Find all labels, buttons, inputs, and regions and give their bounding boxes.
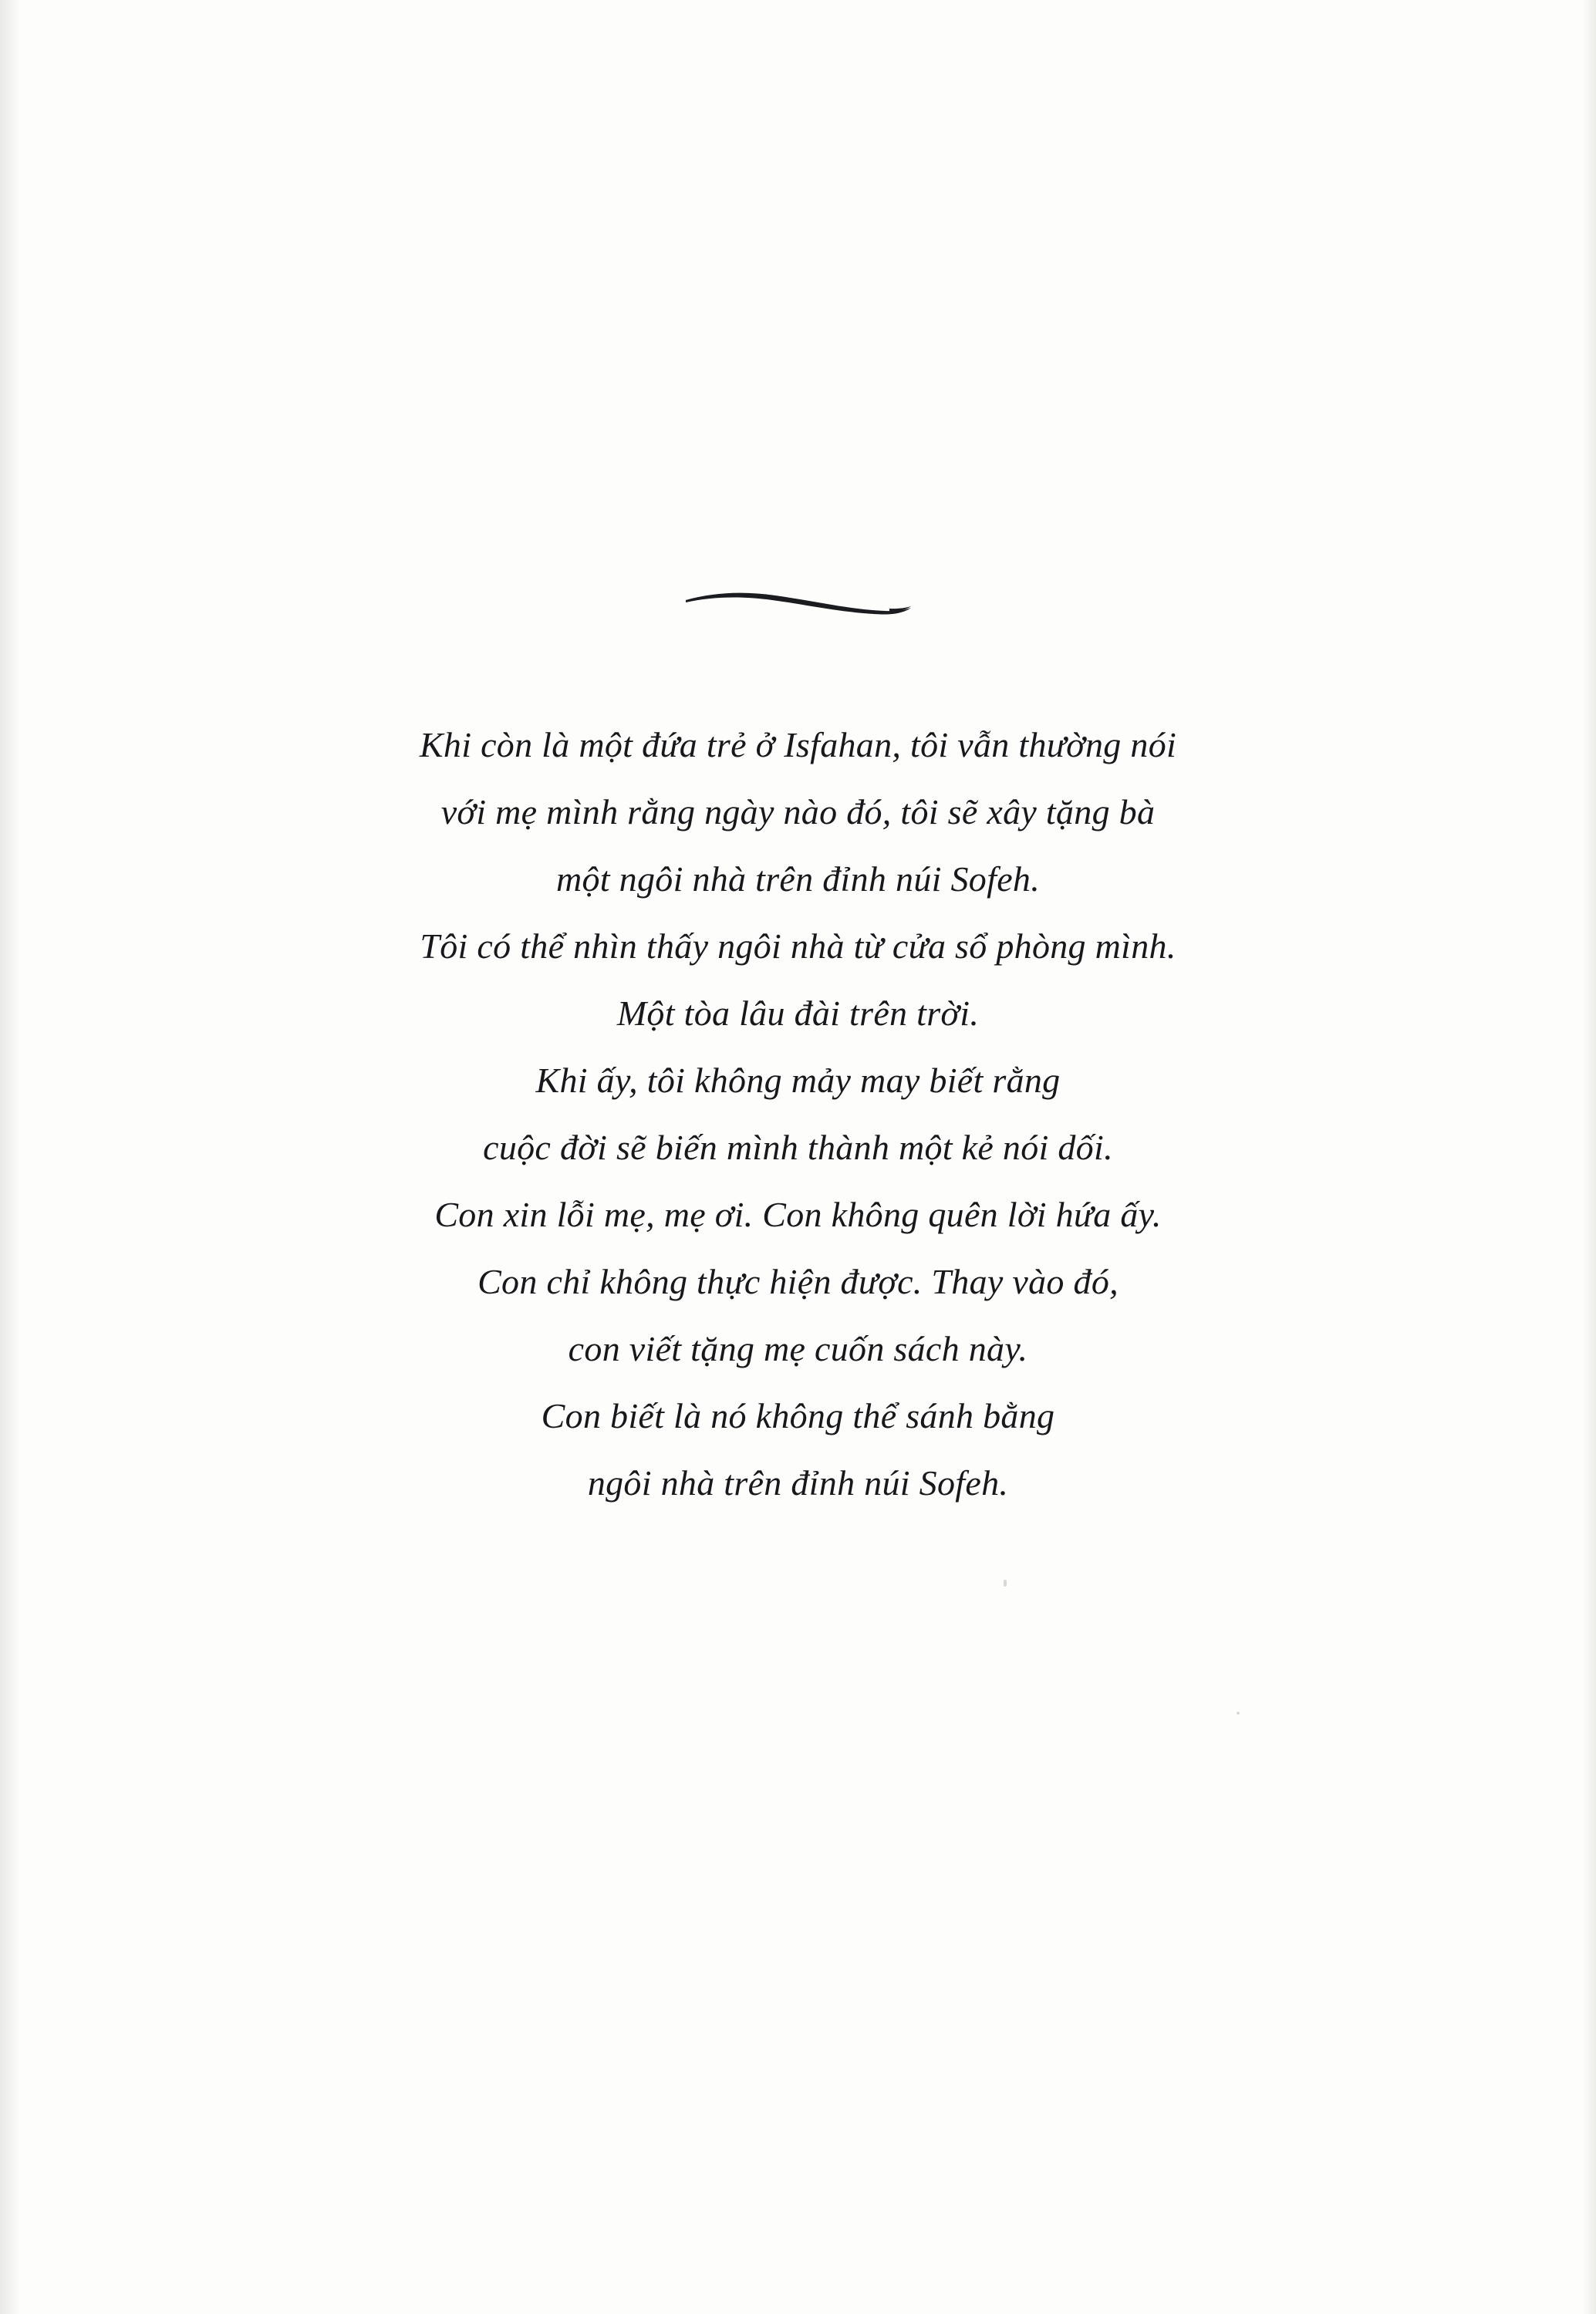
- dedication-block: [0, 586, 1596, 1516]
- dedication-line: Một tòa lâu đài trên trời.: [616, 993, 980, 1033]
- swash-rule-ornament: [683, 586, 914, 620]
- dedication-line: Con biết là nó không thể sánh bằng: [541, 1396, 1055, 1435]
- dedication-line: cuộc đời sẽ biến mình thành một kẻ nói dối.: [483, 1128, 1113, 1167]
- scan-speck: [1004, 1580, 1007, 1587]
- scan-speck: [1237, 1712, 1240, 1715]
- dedication-line: Con chỉ không thực hiện được. Thay vào đó,: [477, 1262, 1119, 1301]
- dedication-line: Con xin lỗi mẹ, mẹ ơi. Con không quên lời hứa ấy.: [434, 1195, 1162, 1234]
- dedication-text: [197, 711, 1400, 1516]
- dedication-line: con viết tặng mẹ cuốn sách này.: [568, 1329, 1028, 1368]
- dedication-line: Tôi có thể nhìn thấy ngôi nhà từ cửa sổ phòng mình.: [420, 926, 1176, 966]
- dedication-line: Khi ấy, tôi không mảy may biết rằng: [535, 1061, 1061, 1100]
- dedication-line: Khi còn là một đứa trẻ ở Isfahan, tôi vẫn thường nói: [419, 725, 1177, 764]
- dedication-line: một ngôi nhà trên đỉnh núi Sofeh.: [555, 859, 1041, 899]
- dedication-line: với mẹ mình rằng ngày nào đó, tôi sẽ xây tặng bà: [440, 792, 1156, 831]
- dedication-line: ngôi nhà trên đỉnh núi Sofeh.: [587, 1463, 1009, 1503]
